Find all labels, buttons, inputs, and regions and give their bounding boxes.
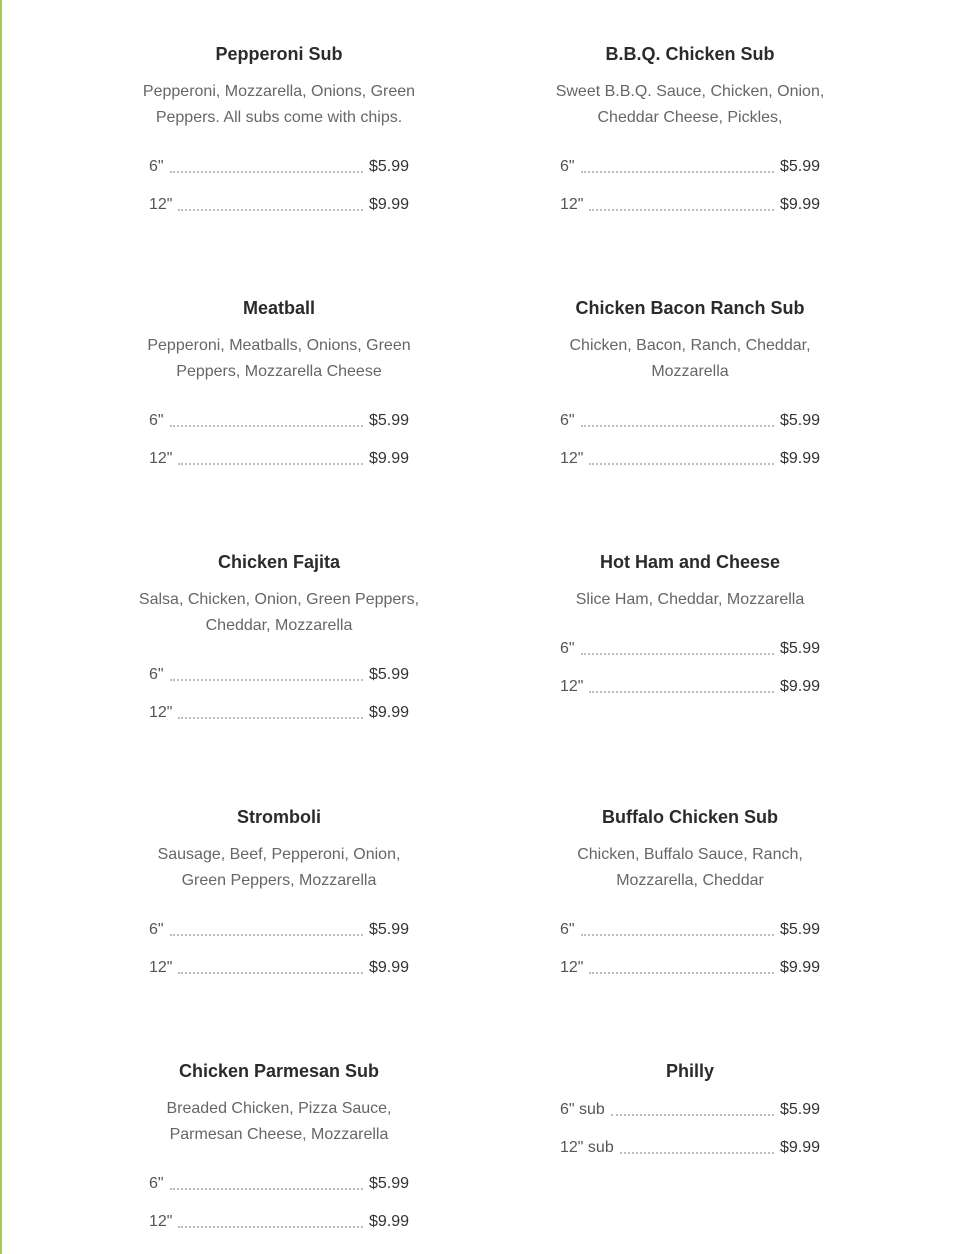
menu-item-buffalo-chicken-sub xyxy=(540,806,840,992)
dot-leader xyxy=(178,208,362,211)
item-title: Chicken Fajita xyxy=(217,552,341,572)
price-row xyxy=(149,445,409,469)
size-label: 6" xyxy=(560,158,575,175)
price-row xyxy=(149,407,409,431)
menu-item-stromboli xyxy=(129,806,429,992)
price-row xyxy=(560,191,820,215)
item-title: Chicken Parmesan Sub xyxy=(178,1061,380,1081)
price-value: $9.99 xyxy=(779,959,820,976)
price-row xyxy=(149,191,409,215)
price-row xyxy=(149,954,409,978)
dot-leader xyxy=(581,933,774,936)
item-description: Breaded Chicken, Pizza Sauce, Parmesan Cheese, Mozzarella xyxy=(166,1100,392,1143)
menu-item-chicken-parmesan-sub xyxy=(129,1060,429,1246)
price-value: $9.99 xyxy=(779,196,820,213)
price-value: $9.99 xyxy=(779,1139,820,1156)
item-description: Salsa, Chicken, Onion, Green Peppers, Cheddar, Mozzarella xyxy=(138,591,420,634)
price-value: $5.99 xyxy=(779,1101,820,1118)
price-value: $9.99 xyxy=(779,678,820,695)
price-value: $5.99 xyxy=(368,666,409,683)
price-list xyxy=(149,916,409,978)
price-value: $5.99 xyxy=(779,921,820,938)
price-list xyxy=(560,153,820,215)
item-description: Sweet B.B.Q. Sauce, Chicken, Onion, Cheddar Cheese, Pickles, xyxy=(555,83,825,126)
left-accent-border xyxy=(0,0,2,1254)
price-row xyxy=(560,445,820,469)
price-value: $9.99 xyxy=(368,959,409,976)
item-description: Chicken, Buffalo Sauce, Ranch, Mozzarella, Cheddar xyxy=(577,846,803,889)
item-description: Slice Ham, Cheddar, Mozzarella xyxy=(575,591,805,608)
price-row xyxy=(560,916,820,940)
size-label: 6" xyxy=(560,640,575,657)
dot-leader xyxy=(170,424,363,427)
item-description: Pepperoni, Meatballs, Onions, Green Peppers, Mozzarella Cheese xyxy=(147,337,411,380)
item-title: Meatball xyxy=(242,298,316,318)
price-row xyxy=(149,1208,409,1232)
dot-leader xyxy=(178,971,362,974)
price-row xyxy=(560,153,820,177)
size-label: 12" xyxy=(149,959,173,976)
item-title: Stromboli xyxy=(237,807,321,827)
price-list xyxy=(149,661,409,723)
dot-leader xyxy=(170,678,363,681)
item-title: Pepperoni Sub xyxy=(215,44,343,64)
price-value: $5.99 xyxy=(779,640,820,657)
dot-leader xyxy=(620,1151,774,1154)
size-label: 6" sub xyxy=(560,1101,605,1118)
size-label: 6" xyxy=(149,1175,164,1192)
price-row xyxy=(560,1096,820,1120)
size-label: 12" xyxy=(149,450,173,467)
size-label: 12" xyxy=(560,450,584,467)
size-label: 12" xyxy=(560,678,584,695)
price-value: $9.99 xyxy=(368,450,409,467)
size-label: 12" xyxy=(560,959,584,976)
size-label: 12" sub xyxy=(560,1139,614,1156)
price-value: $9.99 xyxy=(368,196,409,213)
item-description: Pepperoni, Mozzarella, Onions, Green Peppers. All subs come with chips. xyxy=(142,83,416,126)
item-description: Sausage, Beef, Pepperoni, Onion, Green Peppers, Mozzarella xyxy=(157,846,401,889)
menu-item-chicken-fajita xyxy=(129,551,429,737)
price-row xyxy=(149,699,409,723)
dot-leader xyxy=(581,170,774,173)
dot-leader xyxy=(589,208,773,211)
price-row xyxy=(560,954,820,978)
price-row xyxy=(149,153,409,177)
dot-leader xyxy=(581,424,774,427)
price-row xyxy=(149,916,409,940)
menu-item-bbq-chicken-sub xyxy=(540,43,840,229)
price-row xyxy=(560,635,820,659)
price-list xyxy=(560,407,820,469)
price-list xyxy=(149,407,409,469)
item-title: Buffalo Chicken Sub xyxy=(601,807,778,827)
dot-leader xyxy=(178,716,362,719)
dot-leader xyxy=(589,690,773,693)
dot-leader xyxy=(170,1187,363,1190)
size-label: 12" xyxy=(149,1213,173,1230)
dot-leader xyxy=(170,170,363,173)
size-label: 6" xyxy=(560,412,575,429)
size-label: 6" xyxy=(149,412,164,429)
price-list xyxy=(149,153,409,215)
price-value: $5.99 xyxy=(368,158,409,175)
item-title: B.B.Q. Chicken Sub xyxy=(605,44,775,64)
price-value: $5.99 xyxy=(368,1175,409,1192)
menu-item-meatball xyxy=(129,297,429,483)
menu-item-hot-ham-and-cheese xyxy=(540,551,840,711)
price-list xyxy=(149,1170,409,1232)
price-row xyxy=(560,673,820,697)
dot-leader xyxy=(581,652,774,655)
price-value: $5.99 xyxy=(368,412,409,429)
price-row xyxy=(149,1170,409,1194)
price-value: $5.99 xyxy=(368,921,409,938)
menu-item-pepperoni-sub xyxy=(129,43,429,229)
item-title: Hot Ham and Cheese xyxy=(599,552,781,572)
price-value: $9.99 xyxy=(368,704,409,721)
item-title: Chicken Bacon Ranch Sub xyxy=(575,298,805,318)
dot-leader xyxy=(178,1225,362,1228)
item-title: Philly xyxy=(665,1061,714,1081)
price-value: $5.99 xyxy=(779,158,820,175)
size-label: 6" xyxy=(149,158,164,175)
price-value: $5.99 xyxy=(779,412,820,429)
size-label: 6" xyxy=(560,921,575,938)
size-label: 12" xyxy=(149,196,173,213)
menu-item-philly xyxy=(540,1060,840,1172)
price-row xyxy=(149,661,409,685)
menu-item-chicken-bacon-ranch-sub xyxy=(540,297,840,483)
dot-leader xyxy=(178,462,362,465)
price-list xyxy=(560,916,820,978)
size-label: 6" xyxy=(149,921,164,938)
dot-leader xyxy=(589,971,773,974)
dot-leader xyxy=(170,933,363,936)
size-label: 12" xyxy=(560,196,584,213)
price-value: $9.99 xyxy=(368,1213,409,1230)
price-list xyxy=(560,635,820,697)
item-description: Chicken, Bacon, Ranch, Cheddar, Mozzarella xyxy=(569,337,811,380)
size-label: 12" xyxy=(149,704,173,721)
size-label: 6" xyxy=(149,666,164,683)
price-list xyxy=(560,1096,820,1158)
price-value: $9.99 xyxy=(779,450,820,467)
price-row xyxy=(560,407,820,431)
dot-leader xyxy=(611,1113,774,1116)
price-row xyxy=(560,1134,820,1158)
dot-leader xyxy=(589,462,773,465)
